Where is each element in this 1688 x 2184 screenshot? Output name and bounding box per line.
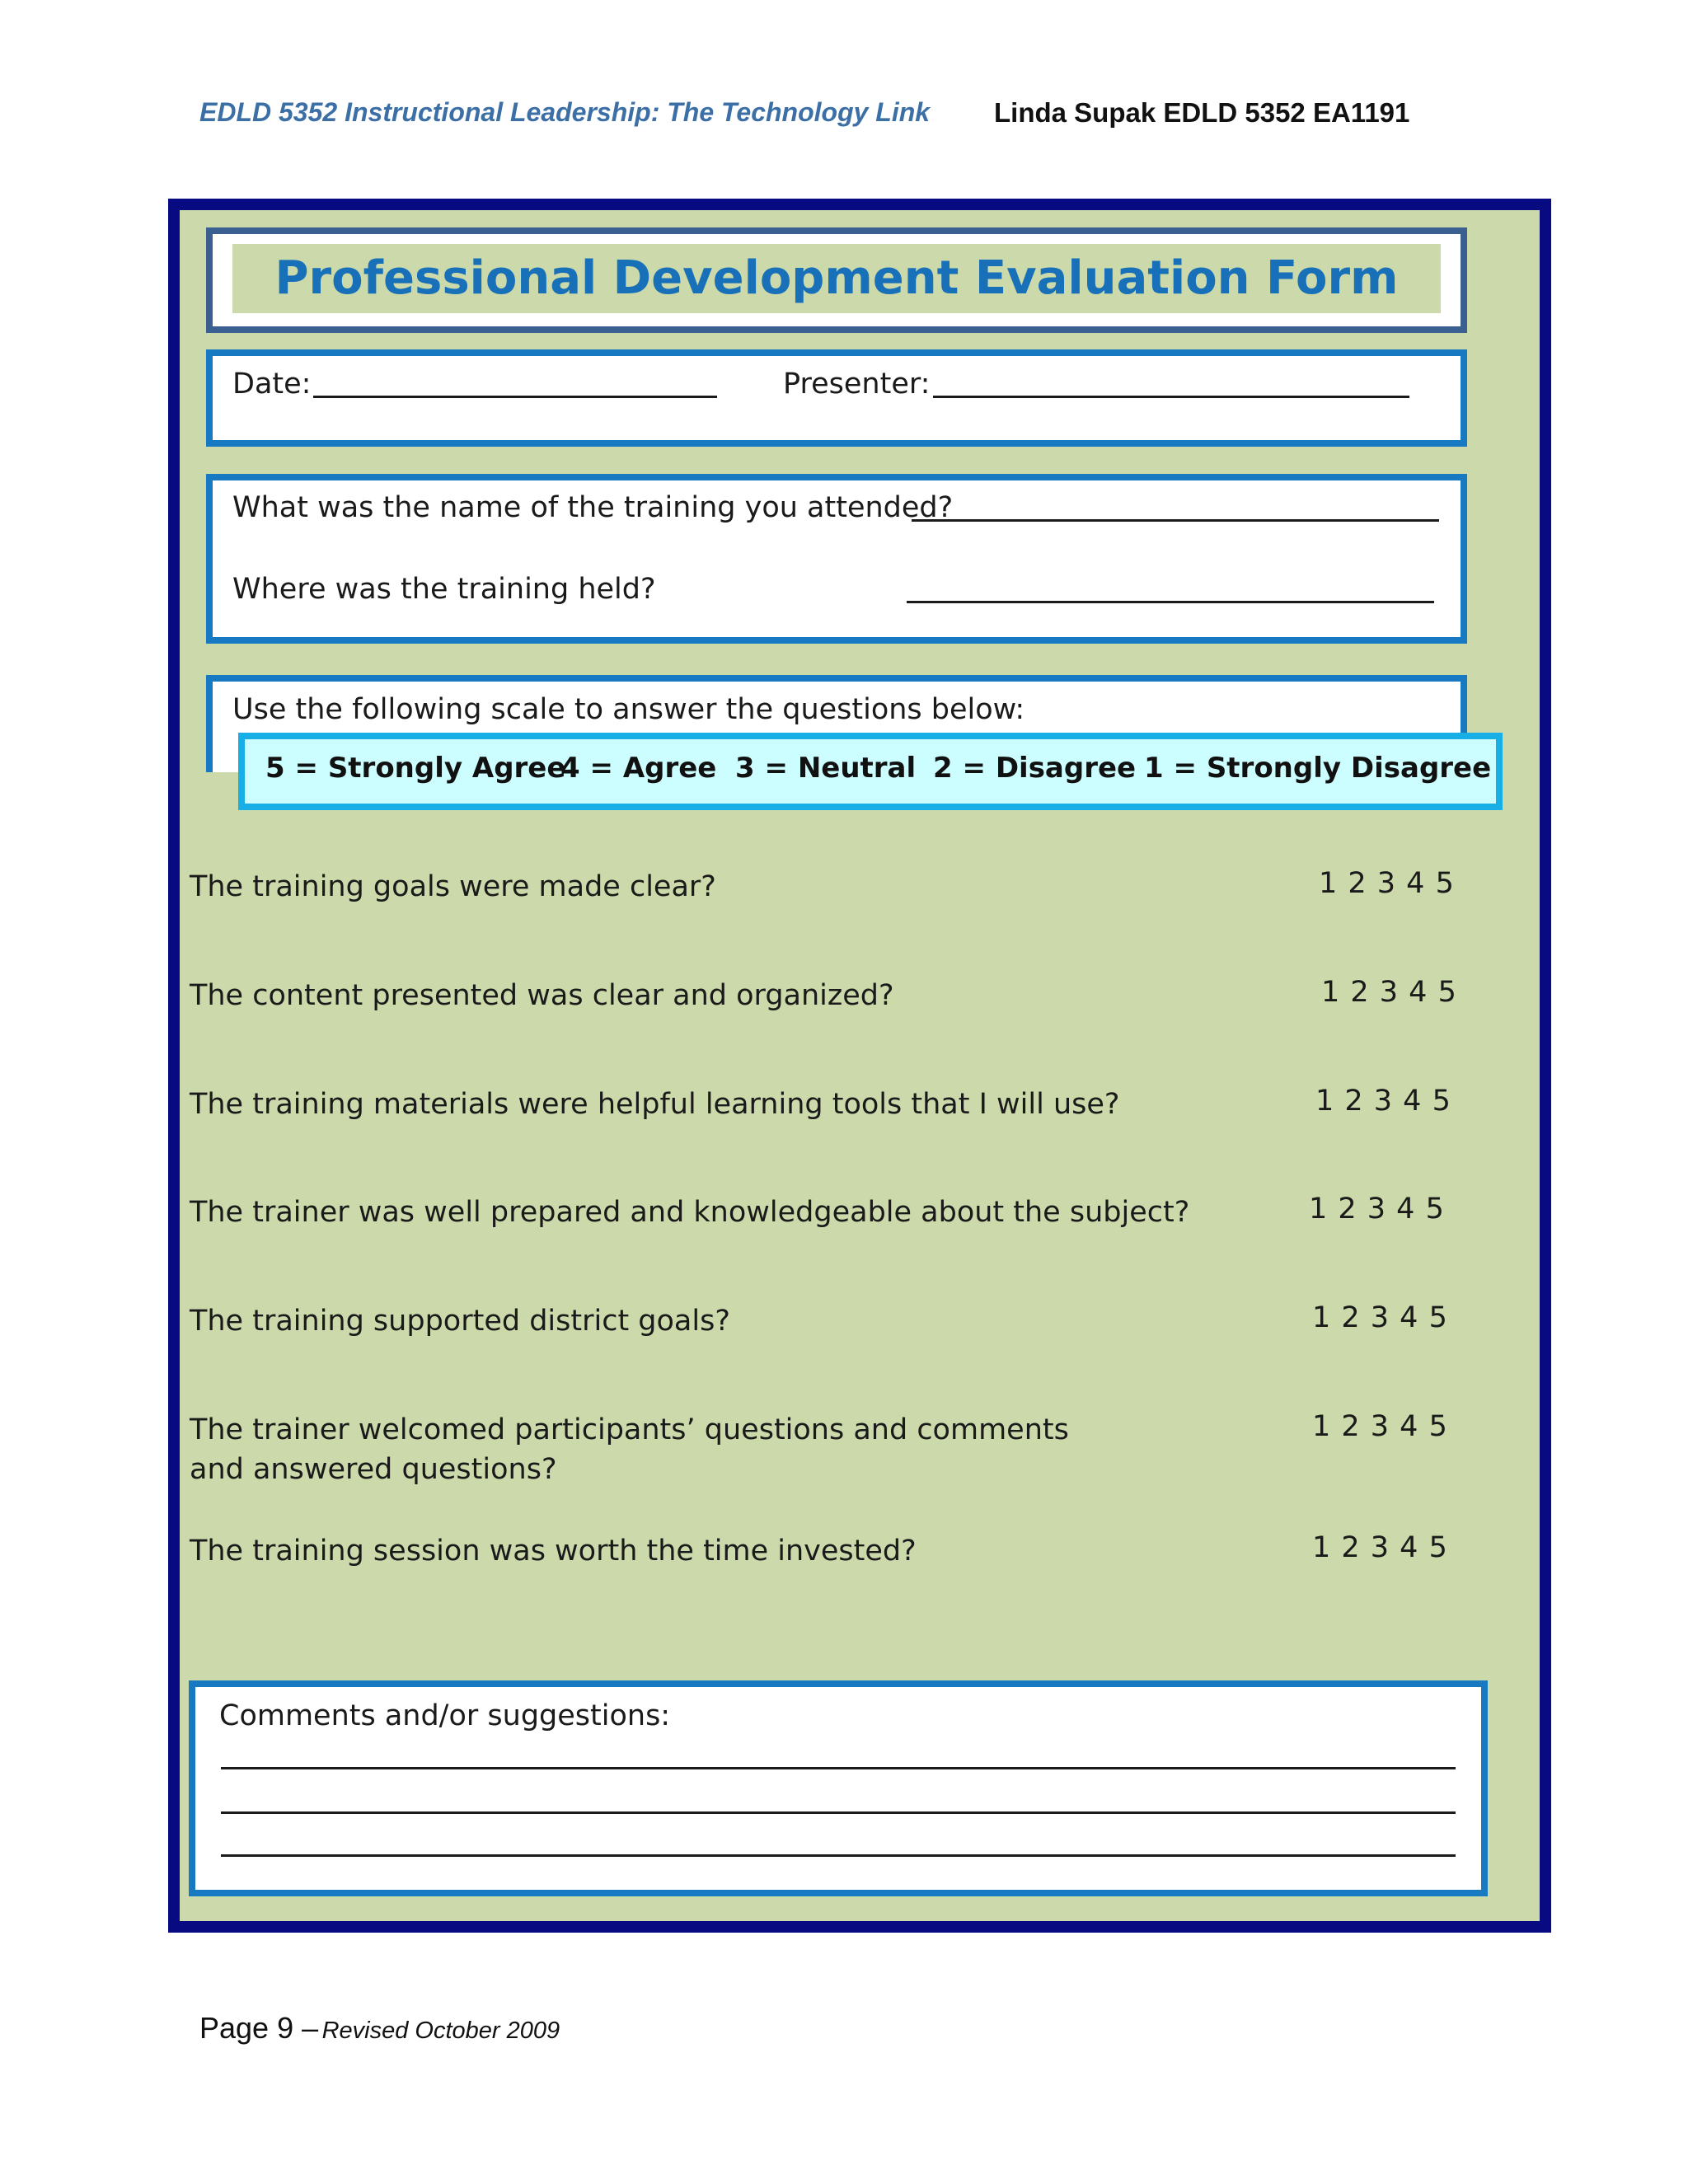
training-location-field[interactable]: [907, 601, 1434, 603]
training-name-field[interactable]: [912, 519, 1439, 522]
rating-5[interactable]: 1 2 3 4 5: [1312, 1301, 1448, 1334]
scale-item-disagree: 2 = Disagree: [933, 752, 1137, 785]
page-footer: [199, 2011, 560, 2046]
revision-date: Revised October 2009: [321, 2018, 560, 2044]
rating-7[interactable]: 1 2 3 4 5: [1312, 1531, 1448, 1564]
presenter-field[interactable]: [933, 396, 1409, 398]
form-title: Professional Development Evaluation Form: [274, 251, 1399, 305]
scale-item-strongly-disagree: 1 = Strongly Disagree: [1144, 752, 1492, 785]
question-7: The training session was worth the time invested?: [190, 1535, 917, 1568]
rating-4[interactable]: 1 2 3 4 5: [1309, 1193, 1445, 1226]
page-number: Page 9 –: [199, 2011, 319, 2045]
comments-line-2[interactable]: [221, 1811, 1456, 1814]
question-6: The trainer welcomed participants’ questions and comments and answered questions?: [190, 1413, 1069, 1486]
training-name-question: What was the name of the training you attended?: [232, 491, 954, 524]
scale-item-agree: 4 = Agree: [560, 752, 717, 785]
comments-label: Comments and/or suggestions:: [219, 1699, 671, 1732]
training-location-question: Where was the training held?: [232, 573, 656, 606]
comments-line-1[interactable]: [221, 1767, 1456, 1769]
presenter-label: Presenter:: [783, 368, 931, 401]
rating-1[interactable]: 1 2 3 4 5: [1319, 867, 1455, 900]
form-frame: [168, 199, 1551, 1933]
scale-instructions: Use the following scale to answer the questions below:: [232, 693, 1025, 726]
scale-item-neutral: 3 = Neutral: [735, 752, 917, 785]
rating-3[interactable]: 1 2 3 4 5: [1315, 1085, 1451, 1118]
question-1: The training goals were made clear?: [190, 870, 716, 903]
rating-2[interactable]: 1 2 3 4 5: [1321, 976, 1457, 1009]
question-5: The training supported district goals?: [190, 1305, 730, 1338]
question-2: The content presented was clear and organized?: [190, 979, 894, 1012]
date-field[interactable]: [313, 396, 717, 398]
question-3: The training materials were helpful learning tools that I will use?: [190, 1088, 1120, 1121]
author-course-info: Linda Supak EDLD 5352 EA1191: [994, 97, 1410, 128]
rating-6[interactable]: 1 2 3 4 5: [1312, 1410, 1448, 1443]
course-header: EDLD 5352 Instructional Leadership: The Technology Link: [199, 97, 931, 127]
scale-item-strongly-agree: 5 = Strongly Agree: [265, 752, 566, 785]
comments-line-3[interactable]: [221, 1854, 1456, 1857]
date-label: Date:: [232, 368, 312, 401]
question-4: The trainer was well prepared and knowledgeable about the subject?: [190, 1196, 1190, 1229]
